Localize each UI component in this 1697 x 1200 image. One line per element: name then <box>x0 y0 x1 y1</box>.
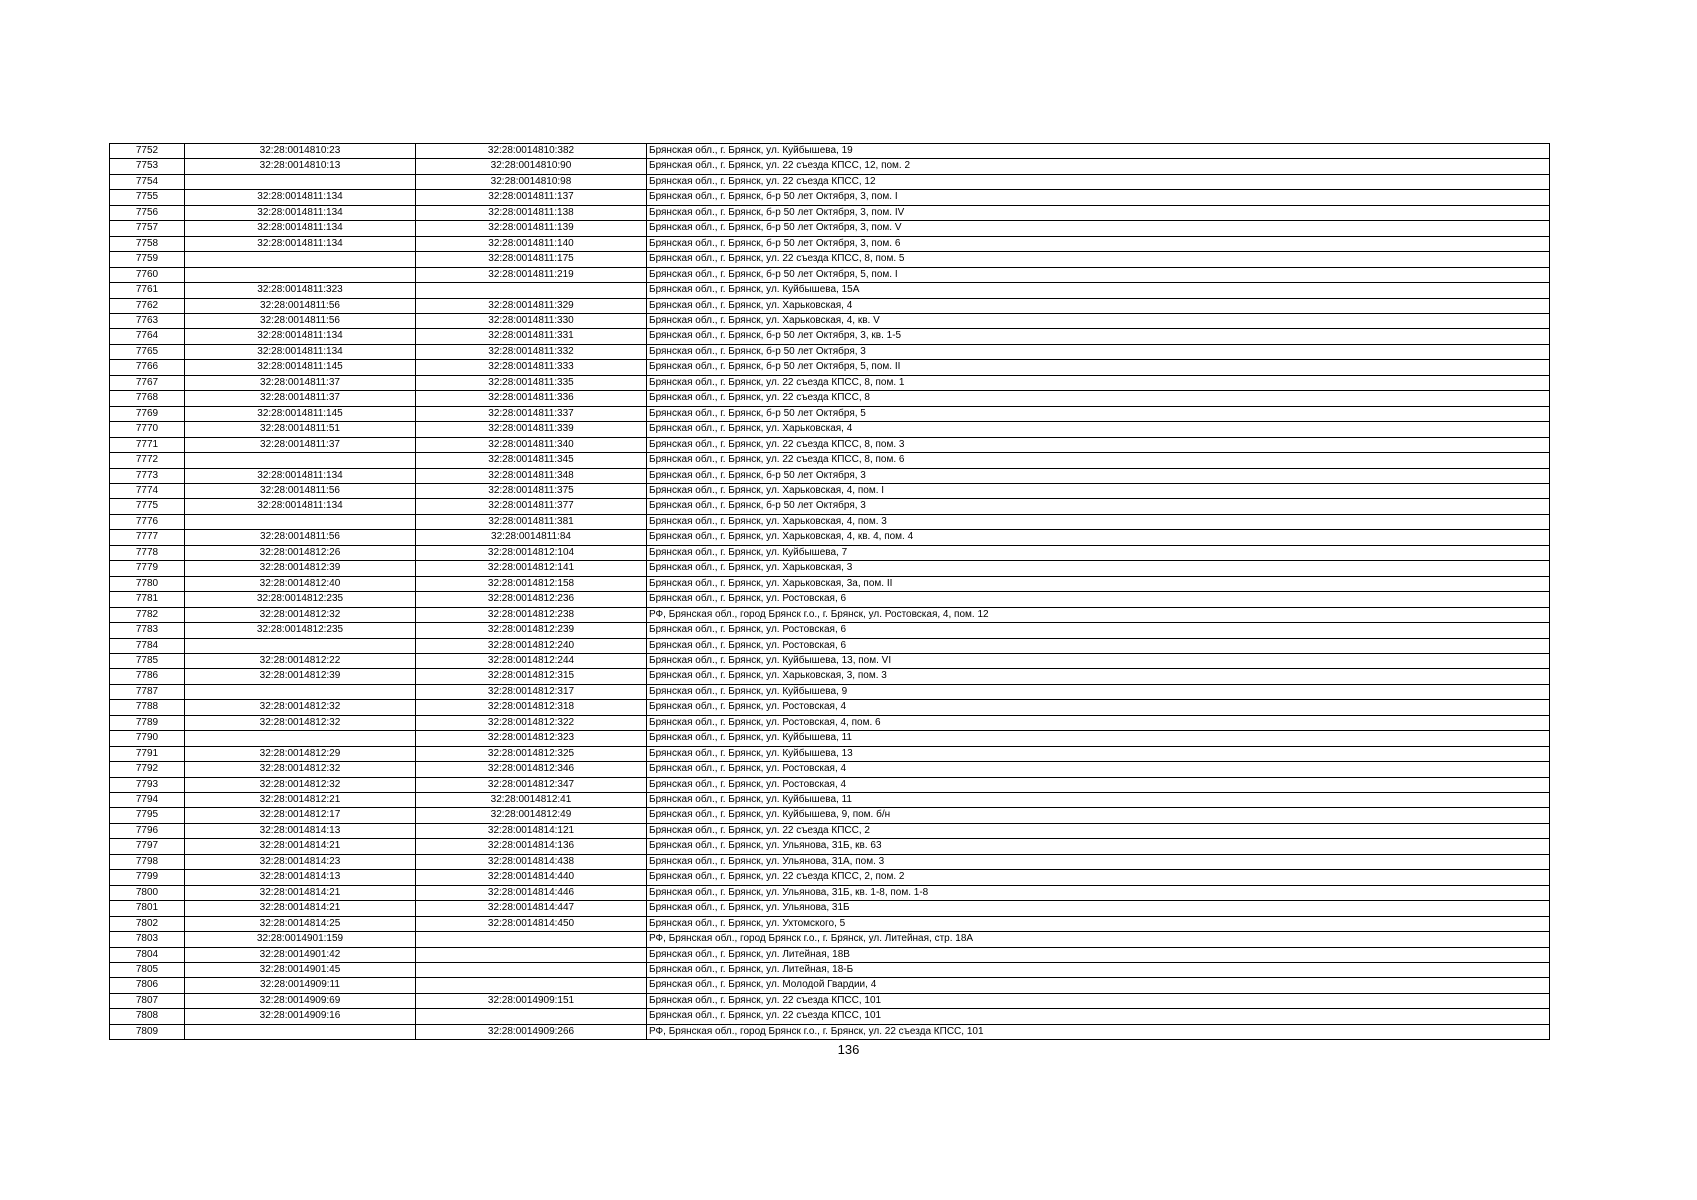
cadastral-number-cell: 32:28:0014810:98 <box>416 174 647 189</box>
row-number-cell: 7788 <box>110 700 185 715</box>
parcel-number-cell: 32:28:0014810:13 <box>185 159 416 174</box>
parcel-number-cell: 32:28:0014811:134 <box>185 329 416 344</box>
cadastral-number-cell: 32:28:0014811:337 <box>416 406 647 421</box>
row-number-cell: 7799 <box>110 870 185 885</box>
row-number-cell: 7779 <box>110 561 185 576</box>
address-cell: Брянская обл., г. Брянск, ул. Харьковская, 4 <box>647 298 1550 313</box>
cadastral-number-cell: 32:28:0014812:238 <box>416 607 647 622</box>
table-row <box>110 144 1550 159</box>
address-cell: Брянская обл., г. Брянск, ул. 22 съезда КПСС, 101 <box>647 993 1550 1008</box>
table-row <box>110 746 1550 761</box>
row-number-cell: 7770 <box>110 422 185 437</box>
row-number-cell: 7776 <box>110 514 185 529</box>
row-number-cell: 7758 <box>110 236 185 251</box>
table-row <box>110 437 1550 452</box>
address-cell: Брянская обл., г. Брянск, ул. Харьковская, 4, пом. 3 <box>647 514 1550 529</box>
row-number-cell: 7765 <box>110 344 185 359</box>
parcel-number-cell: 32:28:0014812:32 <box>185 607 416 622</box>
parcel-number-cell: 32:28:0014811:134 <box>185 190 416 205</box>
parcel-number-cell <box>185 638 416 653</box>
cadastral-number-cell: 32:28:0014812:49 <box>416 808 647 823</box>
parcel-number-cell: 32:28:0014811:56 <box>185 530 416 545</box>
address-cell: Брянская обл., г. Брянск, ул. Куйбышева, 13, пом. VI <box>647 653 1550 668</box>
row-number-cell: 7775 <box>110 499 185 514</box>
address-cell: Брянская обл., г. Брянск, ул. Куйбышева, 11 <box>647 731 1550 746</box>
row-number-cell: 7760 <box>110 267 185 282</box>
row-number-cell: 7771 <box>110 437 185 452</box>
table-row <box>110 313 1550 328</box>
row-number-cell: 7806 <box>110 978 185 993</box>
table-row <box>110 762 1550 777</box>
row-number-cell: 7803 <box>110 932 185 947</box>
cadastral-number-cell: 32:28:0014814:450 <box>416 916 647 931</box>
address-cell: Брянская обл., г. Брянск, ул. Ростовская, 6 <box>647 623 1550 638</box>
row-number-cell: 7794 <box>110 793 185 808</box>
row-number-cell: 7785 <box>110 653 185 668</box>
table-row <box>110 159 1550 174</box>
table-row <box>110 267 1550 282</box>
cadastral-number-cell <box>416 978 647 993</box>
parcel-number-cell: 32:28:0014811:37 <box>185 437 416 452</box>
cadastral-number-cell: 32:28:0014812:236 <box>416 592 647 607</box>
parcel-number-cell: 32:28:0014812:32 <box>185 715 416 730</box>
row-number-cell: 7784 <box>110 638 185 653</box>
address-cell: Брянская обл., г. Брянск, ул. 22 съезда КПСС, 2 <box>647 823 1550 838</box>
address-cell: Брянская обл., г. Брянск, б-р 50 лет Октября, 3, пом. I <box>647 190 1550 205</box>
parcel-number-cell <box>185 174 416 189</box>
table-row <box>110 607 1550 622</box>
cadastral-number-cell: 32:28:0014814:438 <box>416 854 647 869</box>
table-row <box>110 839 1550 854</box>
parcel-number-cell: 32:28:0014901:45 <box>185 963 416 978</box>
cadastral-number-cell <box>416 283 647 298</box>
parcel-number-cell <box>185 252 416 267</box>
cadastral-number-cell: 32:28:0014812:347 <box>416 777 647 792</box>
address-cell: Брянская обл., г. Брянск, ул. Ульянова, 31Б <box>647 901 1550 916</box>
page-number: 136 <box>837 1042 860 1057</box>
table-row <box>110 468 1550 483</box>
table-row <box>110 190 1550 205</box>
parcel-number-cell: 32:28:0014909:11 <box>185 978 416 993</box>
table-row <box>110 453 1550 468</box>
parcel-number-cell: 32:28:0014812:39 <box>185 561 416 576</box>
cadastral-number-cell: 32:28:0014812:240 <box>416 638 647 653</box>
address-cell: Брянская обл., г. Брянск, ул. 22 съезда КПСС, 12 <box>647 174 1550 189</box>
parcel-number-cell: 32:28:0014812:39 <box>185 669 416 684</box>
address-cell: Брянская обл., г. Брянск, ул. Харьковская, 3 <box>647 561 1550 576</box>
table-row <box>110 823 1550 838</box>
row-number-cell: 7777 <box>110 530 185 545</box>
cadastral-number-cell: 32:28:0014811:331 <box>416 329 647 344</box>
table-row <box>110 329 1550 344</box>
row-number-cell: 7809 <box>110 1024 185 1039</box>
cadastral-number-cell: 32:28:0014812:239 <box>416 623 647 638</box>
row-number-cell: 7781 <box>110 592 185 607</box>
parcel-number-cell: 32:28:0014814:23 <box>185 854 416 869</box>
cadastral-number-cell: 32:28:0014814:440 <box>416 870 647 885</box>
address-cell: Брянская обл., г. Брянск, ул. Литейная, 18-Б <box>647 963 1550 978</box>
table-row <box>110 406 1550 421</box>
address-cell: Брянская обл., г. Брянск, ул. 22 съезда КПСС, 8 <box>647 391 1550 406</box>
row-number-cell: 7804 <box>110 947 185 962</box>
parcel-number-cell: 32:28:0014814:21 <box>185 901 416 916</box>
parcel-number-cell <box>185 267 416 282</box>
address-cell: Брянская обл., г. Брянск, ул. Ростовская, 4 <box>647 700 1550 715</box>
parcel-number-cell: 32:28:0014812:21 <box>185 793 416 808</box>
parcel-number-cell: 32:28:0014811:51 <box>185 422 416 437</box>
parcel-number-cell: 32:28:0014812:40 <box>185 576 416 591</box>
row-number-cell: 7766 <box>110 360 185 375</box>
table-row <box>110 870 1550 885</box>
parcel-number-cell: 32:28:0014811:134 <box>185 236 416 251</box>
table-row <box>110 1024 1550 1039</box>
cadastral-number-cell: 32:28:0014812:323 <box>416 731 647 746</box>
address-cell: Брянская обл., г. Брянск, б-р 50 лет Октября, 3, пом. IV <box>647 205 1550 220</box>
cadastral-number-cell: 32:28:0014812:41 <box>416 793 647 808</box>
address-cell: Брянская обл., г. Брянск, б-р 50 лет Октября, 3 <box>647 468 1550 483</box>
parcel-number-cell: 32:28:0014814:21 <box>185 885 416 900</box>
table-row <box>110 514 1550 529</box>
parcel-number-cell: 32:28:0014901:42 <box>185 947 416 962</box>
row-number-cell: 7756 <box>110 205 185 220</box>
cadastral-number-cell: 32:28:0014811:329 <box>416 298 647 313</box>
row-number-cell: 7805 <box>110 963 185 978</box>
parcel-number-cell: 32:28:0014811:56 <box>185 313 416 328</box>
table-row <box>110 715 1550 730</box>
address-cell: Брянская обл., г. Брянск, ул. Ростовская, 6 <box>647 592 1550 607</box>
row-number-cell: 7789 <box>110 715 185 730</box>
cadastral-number-cell: 32:28:0014810:382 <box>416 144 647 159</box>
address-cell: Брянская обл., г. Брянск, б-р 50 лет Октября, 3, пом. V <box>647 221 1550 236</box>
table-row <box>110 793 1550 808</box>
parcel-number-cell: 32:28:0014814:13 <box>185 823 416 838</box>
parcel-number-cell: 32:28:0014812:32 <box>185 700 416 715</box>
property-table <box>109 143 1550 1040</box>
row-number-cell: 7778 <box>110 545 185 560</box>
row-number-cell: 7800 <box>110 885 185 900</box>
address-cell: Брянская обл., г. Брянск, ул. Куйбышева, 11 <box>647 793 1550 808</box>
table-row <box>110 777 1550 792</box>
cadastral-number-cell: 32:28:0014811:339 <box>416 422 647 437</box>
cadastral-number-cell <box>416 963 647 978</box>
address-cell: Брянская обл., г. Брянск, ул. Куйбышева, 19 <box>647 144 1550 159</box>
row-number-cell: 7752 <box>110 144 185 159</box>
table-row <box>110 530 1550 545</box>
address-cell: РФ, Брянская обл., город Брянск г.о., г. Брянск, ул. Ростовская, 4, пом. 12 <box>647 607 1550 622</box>
table-row <box>110 422 1550 437</box>
address-cell: Брянская обл., г. Брянск, ул. Ростовская, 4 <box>647 762 1550 777</box>
row-number-cell: 7757 <box>110 221 185 236</box>
cadastral-number-cell: 32:28:0014812:346 <box>416 762 647 777</box>
address-cell: Брянская обл., г. Брянск, б-р 50 лет Октября, 3 <box>647 344 1550 359</box>
row-number-cell: 7764 <box>110 329 185 344</box>
table-row <box>110 993 1550 1008</box>
row-number-cell: 7793 <box>110 777 185 792</box>
address-cell: Брянская обл., г. Брянск, ул. Ульянова, 31Б, кв. 63 <box>647 839 1550 854</box>
cadastral-number-cell: 32:28:0014812:322 <box>416 715 647 730</box>
parcel-number-cell: 32:28:0014814:21 <box>185 839 416 854</box>
address-cell: Брянская обл., г. Брянск, ул. 22 съезда КПСС, 8, пом. 3 <box>647 437 1550 452</box>
parcel-number-cell: 32:28:0014812:22 <box>185 653 416 668</box>
row-number-cell: 7754 <box>110 174 185 189</box>
table-row <box>110 344 1550 359</box>
parcel-number-cell: 32:28:0014811:37 <box>185 375 416 390</box>
table-row <box>110 684 1550 699</box>
address-cell: Брянская обл., г. Брянск, ул. Молодой Гвардии, 4 <box>647 978 1550 993</box>
cadastral-number-cell: 32:28:0014814:446 <box>416 885 647 900</box>
property-table-body <box>110 144 1550 1040</box>
cadastral-number-cell: 32:28:0014811:139 <box>416 221 647 236</box>
cadastral-number-cell: 32:28:0014812:317 <box>416 684 647 699</box>
table-row <box>110 653 1550 668</box>
address-cell: Брянская обл., г. Брянск, ул. 22 съезда КПСС, 8, пом. 5 <box>647 252 1550 267</box>
cadastral-number-cell: 32:28:0014811:138 <box>416 205 647 220</box>
table-row <box>110 205 1550 220</box>
parcel-number-cell <box>185 453 416 468</box>
table-row <box>110 901 1550 916</box>
cadastral-number-cell: 32:28:0014810:90 <box>416 159 647 174</box>
cadastral-number-cell: 32:28:0014811:219 <box>416 267 647 282</box>
row-number-cell: 7783 <box>110 623 185 638</box>
cadastral-number-cell: 32:28:0014814:136 <box>416 839 647 854</box>
parcel-number-cell: 32:28:0014811:56 <box>185 483 416 498</box>
address-cell: Брянская обл., г. Брянск, ул. Ростовская, 4, пом. 6 <box>647 715 1550 730</box>
table-row <box>110 885 1550 900</box>
address-cell: Брянская обл., г. Брянск, ул. Харьковская, 4 <box>647 422 1550 437</box>
parcel-number-cell: 32:28:0014814:25 <box>185 916 416 931</box>
row-number-cell: 7762 <box>110 298 185 313</box>
address-cell: Брянская обл., г. Брянск, ул. Куйбышева, 15А <box>647 283 1550 298</box>
row-number-cell: 7787 <box>110 684 185 699</box>
row-number-cell: 7763 <box>110 313 185 328</box>
parcel-number-cell <box>185 1024 416 1039</box>
cadastral-number-cell: 32:28:0014811:335 <box>416 375 647 390</box>
address-cell: Брянская обл., г. Брянск, ул. Харьковская, 4, пом. I <box>647 483 1550 498</box>
address-cell: Брянская обл., г. Брянск, ул. Ростовская, 4 <box>647 777 1550 792</box>
cadastral-number-cell <box>416 932 647 947</box>
cadastral-number-cell: 32:28:0014812:141 <box>416 561 647 576</box>
cadastral-number-cell: 32:28:0014812:244 <box>416 653 647 668</box>
address-cell: Брянская обл., г. Брянск, ул. Харьковская, 3, пом. 3 <box>647 669 1550 684</box>
cadastral-number-cell: 32:28:0014814:121 <box>416 823 647 838</box>
parcel-number-cell: 32:28:0014812:26 <box>185 545 416 560</box>
table-row <box>110 700 1550 715</box>
parcel-number-cell: 32:28:0014812:29 <box>185 746 416 761</box>
cadastral-number-cell: 32:28:0014811:377 <box>416 499 647 514</box>
row-number-cell: 7791 <box>110 746 185 761</box>
table-row <box>110 669 1550 684</box>
parcel-number-cell: 32:28:0014812:32 <box>185 777 416 792</box>
table-row <box>110 391 1550 406</box>
address-cell: Брянская обл., г. Брянск, ул. Ульянова, 31Б, кв. 1-8, пом. 1-8 <box>647 885 1550 900</box>
row-number-cell: 7753 <box>110 159 185 174</box>
address-cell: Брянская обл., г. Брянск, б-р 50 лет Октября, 3 <box>647 499 1550 514</box>
parcel-number-cell: 32:28:0014909:16 <box>185 1009 416 1024</box>
table-row <box>110 576 1550 591</box>
parcel-number-cell: 32:28:0014811:134 <box>185 468 416 483</box>
cadastral-number-cell: 32:28:0014811:137 <box>416 190 647 205</box>
cadastral-number-cell: 32:28:0014811:340 <box>416 437 647 452</box>
cadastral-number-cell: 32:28:0014811:375 <box>416 483 647 498</box>
table-row <box>110 854 1550 869</box>
address-cell: Брянская обл., г. Брянск, ул. 22 съезда КПСС, 101 <box>647 1009 1550 1024</box>
parcel-number-cell <box>185 684 416 699</box>
row-number-cell: 7774 <box>110 483 185 498</box>
row-number-cell: 7755 <box>110 190 185 205</box>
cadastral-number-cell: 32:28:0014811:381 <box>416 514 647 529</box>
address-cell: Брянская обл., г. Брянск, б-р 50 лет Октября, 5, пом. II <box>647 360 1550 375</box>
cadastral-number-cell: 32:28:0014811:140 <box>416 236 647 251</box>
parcel-number-cell: 32:28:0014812:17 <box>185 808 416 823</box>
parcel-number-cell: 32:28:0014811:134 <box>185 499 416 514</box>
row-number-cell: 7786 <box>110 669 185 684</box>
parcel-number-cell: 32:28:0014811:56 <box>185 298 416 313</box>
row-number-cell: 7769 <box>110 406 185 421</box>
row-number-cell: 7796 <box>110 823 185 838</box>
address-cell: РФ, Брянская обл., город Брянск г.о., г. Брянск, ул. 22 съезда КПСС, 101 <box>647 1024 1550 1039</box>
address-cell: Брянская обл., г. Брянск, ул. Куйбышева, 9, пом. б/н <box>647 808 1550 823</box>
table-row <box>110 731 1550 746</box>
table-row <box>110 808 1550 823</box>
address-cell: Брянская обл., г. Брянск, ул. Харьковская, 4, кв. V <box>647 313 1550 328</box>
row-number-cell: 7807 <box>110 993 185 1008</box>
address-cell: Брянская обл., г. Брянск, ул. 22 съезда КПСС, 2, пом. 2 <box>647 870 1550 885</box>
table-row <box>110 221 1550 236</box>
row-number-cell: 7797 <box>110 839 185 854</box>
row-number-cell: 7759 <box>110 252 185 267</box>
address-cell: Брянская обл., г. Брянск, б-р 50 лет Октября, 3, пом. 6 <box>647 236 1550 251</box>
parcel-number-cell: 32:28:0014814:13 <box>185 870 416 885</box>
row-number-cell: 7767 <box>110 375 185 390</box>
table-row <box>110 947 1550 962</box>
address-cell: Брянская обл., г. Брянск, ул. 22 съезда КПСС, 12, пом. 2 <box>647 159 1550 174</box>
cadastral-number-cell: 32:28:0014812:104 <box>416 545 647 560</box>
cadastral-number-cell: 32:28:0014812:325 <box>416 746 647 761</box>
address-cell: Брянская обл., г. Брянск, ул. Ростовская, 6 <box>647 638 1550 653</box>
table-row <box>110 298 1550 313</box>
parcel-number-cell: 32:28:0014811:134 <box>185 221 416 236</box>
cadastral-number-cell: 32:28:0014811:345 <box>416 453 647 468</box>
cadastral-number-cell: 32:28:0014909:151 <box>416 993 647 1008</box>
table-row <box>110 561 1550 576</box>
cadastral-number-cell: 32:28:0014812:318 <box>416 700 647 715</box>
table-row <box>110 545 1550 560</box>
parcel-number-cell: 32:28:0014812:32 <box>185 762 416 777</box>
parcel-number-cell: 32:28:0014811:37 <box>185 391 416 406</box>
table-row <box>110 499 1550 514</box>
address-cell: Брянская обл., г. Брянск, ул. Куйбышева, 13 <box>647 746 1550 761</box>
table-row <box>110 978 1550 993</box>
row-number-cell: 7761 <box>110 283 185 298</box>
cadastral-number-cell: 32:28:0014811:333 <box>416 360 647 375</box>
address-cell: Брянская обл., г. Брянск, ул. Куйбышева, 9 <box>647 684 1550 699</box>
row-number-cell: 7808 <box>110 1009 185 1024</box>
address-cell: Брянская обл., г. Брянск, ул. Литейная, 18В <box>647 947 1550 962</box>
parcel-number-cell: 32:28:0014811:145 <box>185 360 416 375</box>
cadastral-number-cell: 32:28:0014811:336 <box>416 391 647 406</box>
address-cell: Брянская обл., г. Брянск, б-р 50 лет Октября, 5 <box>647 406 1550 421</box>
parcel-number-cell: 32:28:0014811:134 <box>185 205 416 220</box>
parcel-number-cell: 32:28:0014812:235 <box>185 623 416 638</box>
row-number-cell: 7780 <box>110 576 185 591</box>
cadastral-number-cell: 32:28:0014811:332 <box>416 344 647 359</box>
address-cell: Брянская обл., г. Брянск, ул. Харьковская, 4, кв. 4, пом. 4 <box>647 530 1550 545</box>
address-cell: Брянская обл., г. Брянск, ул. Ухтомского, 5 <box>647 916 1550 931</box>
table-row <box>110 963 1550 978</box>
cadastral-number-cell <box>416 1009 647 1024</box>
address-cell: Брянская обл., г. Брянск, ул. 22 съезда КПСС, 8, пом. 6 <box>647 453 1550 468</box>
table-row <box>110 623 1550 638</box>
table-row <box>110 932 1550 947</box>
table-row <box>110 483 1550 498</box>
row-number-cell: 7773 <box>110 468 185 483</box>
row-number-cell: 7790 <box>110 731 185 746</box>
table-row <box>110 236 1550 251</box>
cadastral-number-cell: 32:28:0014812:158 <box>416 576 647 591</box>
parcel-number-cell: 32:28:0014811:145 <box>185 406 416 421</box>
parcel-number-cell: 32:28:0014811:134 <box>185 344 416 359</box>
table-row <box>110 916 1550 931</box>
table-row <box>110 375 1550 390</box>
table-row <box>110 1009 1550 1024</box>
row-number-cell: 7795 <box>110 808 185 823</box>
row-number-cell: 7792 <box>110 762 185 777</box>
address-cell: Брянская обл., г. Брянск, б-р 50 лет Октября, 5, пом. I <box>647 267 1550 282</box>
address-cell: Брянская обл., г. Брянск, ул. Куйбышева, 7 <box>647 545 1550 560</box>
cadastral-number-cell: 32:28:0014909:266 <box>416 1024 647 1039</box>
address-cell: Брянская обл., г. Брянск, ул. Ульянова, 31А, пом. 3 <box>647 854 1550 869</box>
cadastral-number-cell <box>416 947 647 962</box>
cadastral-number-cell: 32:28:0014811:330 <box>416 313 647 328</box>
cadastral-number-cell: 32:28:0014811:348 <box>416 468 647 483</box>
table-row <box>110 360 1550 375</box>
parcel-number-cell: 32:28:0014909:69 <box>185 993 416 1008</box>
table-row <box>110 592 1550 607</box>
row-number-cell: 7782 <box>110 607 185 622</box>
table-row <box>110 174 1550 189</box>
row-number-cell: 7772 <box>110 453 185 468</box>
row-number-cell: 7798 <box>110 854 185 869</box>
parcel-number-cell: 32:28:0014812:235 <box>185 592 416 607</box>
parcel-number-cell <box>185 514 416 529</box>
address-cell: Брянская обл., г. Брянск, ул. 22 съезда КПСС, 8, пом. 1 <box>647 375 1550 390</box>
parcel-number-cell: 32:28:0014810:23 <box>185 144 416 159</box>
cadastral-number-cell: 32:28:0014812:315 <box>416 669 647 684</box>
address-cell: Брянская обл., г. Брянск, б-р 50 лет Октября, 3, кв. 1-5 <box>647 329 1550 344</box>
parcel-number-cell: 32:28:0014901:159 <box>185 932 416 947</box>
table-row <box>110 252 1550 267</box>
address-cell: РФ, Брянская обл., город Брянск г.о., г. Брянск, ул. Литейная, стр. 18А <box>647 932 1550 947</box>
row-number-cell: 7768 <box>110 391 185 406</box>
parcel-number-cell <box>185 731 416 746</box>
row-number-cell: 7802 <box>110 916 185 931</box>
row-number-cell: 7801 <box>110 901 185 916</box>
table-row <box>110 283 1550 298</box>
table-row <box>110 638 1550 653</box>
cadastral-number-cell: 32:28:0014814:447 <box>416 901 647 916</box>
cadastral-number-cell: 32:28:0014811:84 <box>416 530 647 545</box>
parcel-number-cell: 32:28:0014811:323 <box>185 283 416 298</box>
cadastral-number-cell: 32:28:0014811:175 <box>416 252 647 267</box>
address-cell: Брянская обл., г. Брянск, ул. Харьковская, 3а, пом. II <box>647 576 1550 591</box>
